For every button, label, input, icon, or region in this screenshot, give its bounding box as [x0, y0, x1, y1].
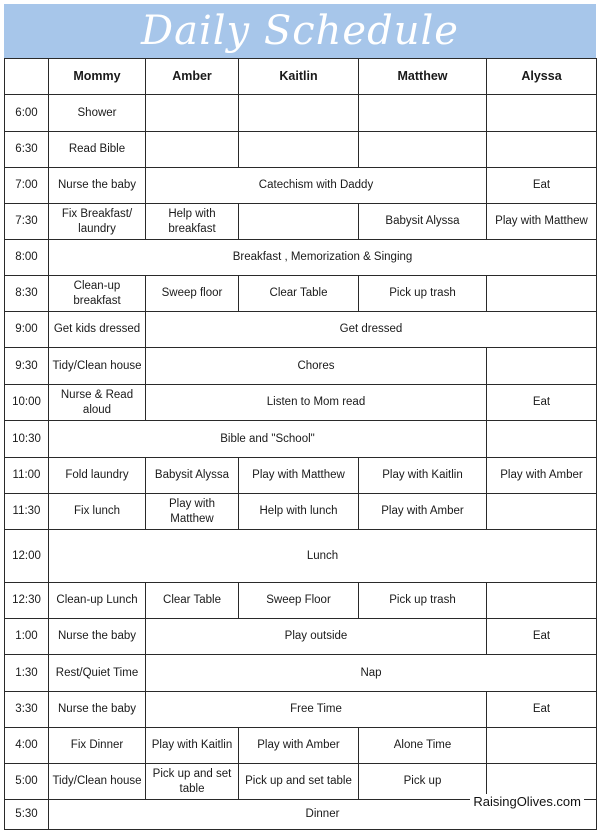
column-header: Mommy — [49, 59, 146, 95]
time-cell: 4:00 — [5, 728, 49, 764]
source-credit: RaisingOlives.com — [470, 794, 584, 809]
activity-cell: Lunch — [49, 530, 597, 583]
activity-cell: Dinner — [49, 800, 597, 830]
activity-cell — [487, 494, 597, 530]
activity-cell: Alone Time — [359, 728, 487, 764]
activity-cell — [487, 132, 597, 168]
activity-cell: Eat — [487, 619, 597, 655]
activity-cell: Play with Kaitlin — [146, 728, 239, 764]
activity-cell: Pick up — [359, 764, 487, 800]
activity-cell: Bible and "School" — [49, 421, 487, 458]
schedule-row — [5, 95, 597, 132]
schedule-row — [5, 348, 597, 385]
activity-cell — [487, 348, 597, 385]
schedule-row — [5, 276, 597, 312]
schedule-table — [4, 58, 597, 830]
schedule-body — [5, 95, 597, 830]
schedule-row — [5, 312, 597, 348]
schedule-row — [5, 132, 597, 168]
activity-cell: Listen to Mom read — [146, 385, 487, 421]
activity-cell: Shower — [49, 95, 146, 132]
column-header: Kaitlin — [239, 59, 359, 95]
time-cell: 10:00 — [5, 385, 49, 421]
schedule-row — [5, 655, 597, 692]
activity-cell: Help with lunch — [239, 494, 359, 530]
activity-cell: Fix Breakfast/ laundry — [49, 204, 146, 240]
schedule-row — [5, 728, 597, 764]
activity-cell — [487, 583, 597, 619]
activity-cell — [487, 95, 597, 132]
title-banner — [4, 4, 596, 58]
time-cell: 7:30 — [5, 204, 49, 240]
activity-cell — [487, 421, 597, 458]
activity-cell: Sweep Floor — [239, 583, 359, 619]
schedule-row — [5, 583, 597, 619]
activity-cell — [487, 728, 597, 764]
page-title: Daily Schedule — [141, 8, 459, 54]
schedule-row — [5, 421, 597, 458]
activity-cell: Play with Matthew — [146, 494, 239, 530]
time-cell: 9:00 — [5, 312, 49, 348]
activity-cell: Chores — [146, 348, 487, 385]
activity-cell: Babysit Alyssa — [146, 458, 239, 494]
corner-header-cell — [5, 59, 49, 95]
time-cell: 12:30 — [5, 583, 49, 619]
schedule-row — [5, 458, 597, 494]
activity-cell: Play with Amber — [359, 494, 487, 530]
activity-cell: Tidy/Clean house — [49, 348, 146, 385]
activity-cell: Tidy/Clean house — [49, 764, 146, 800]
activity-cell: Get kids dressed — [49, 312, 146, 348]
activity-cell: Help with breakfast — [146, 204, 239, 240]
activity-cell: Nurse the baby — [49, 168, 146, 204]
activity-cell: Eat — [487, 168, 597, 204]
activity-cell — [239, 132, 359, 168]
activity-cell — [239, 95, 359, 132]
time-cell: 11:00 — [5, 458, 49, 494]
time-cell: 11:30 — [5, 494, 49, 530]
time-cell: 8:00 — [5, 240, 49, 276]
schedule-row — [5, 692, 597, 728]
time-cell: 6:30 — [5, 132, 49, 168]
schedule-row — [5, 168, 597, 204]
time-cell: 6:00 — [5, 95, 49, 132]
activity-cell — [239, 204, 359, 240]
schedule-row — [5, 494, 597, 530]
time-cell: 7:00 — [5, 168, 49, 204]
activity-cell: Free Time — [146, 692, 487, 728]
activity-cell: Eat — [487, 385, 597, 421]
schedule-row — [5, 385, 597, 421]
activity-cell: Nurse & Read aloud — [49, 385, 146, 421]
activity-cell: Rest/Quiet Time — [49, 655, 146, 692]
time-cell: 1:30 — [5, 655, 49, 692]
activity-cell — [487, 276, 597, 312]
activity-cell: Play with Matthew — [487, 204, 597, 240]
activity-cell: Nurse the baby — [49, 692, 146, 728]
time-cell: 8:30 — [5, 276, 49, 312]
activity-cell: Fix Dinner — [49, 728, 146, 764]
time-cell: 1:00 — [5, 619, 49, 655]
activity-cell: Pick up trash — [359, 583, 487, 619]
time-cell: 12:00 — [5, 530, 49, 583]
activity-cell: Pick up trash — [359, 276, 487, 312]
column-header: Alyssa — [487, 59, 597, 95]
activity-cell: Catechism with Daddy — [146, 168, 487, 204]
schedule-row — [5, 530, 597, 583]
activity-cell: Clean-up Lunch — [49, 583, 146, 619]
activity-cell: Play with Matthew — [239, 458, 359, 494]
header-row — [5, 59, 597, 95]
activity-cell: Play with Kaitlin — [359, 458, 487, 494]
column-header: Amber — [146, 59, 239, 95]
activity-cell: Pick up and set table — [239, 764, 359, 800]
column-header: Matthew — [359, 59, 487, 95]
activity-cell — [359, 132, 487, 168]
activity-cell: Read Bible — [49, 132, 146, 168]
activity-cell: Clear Table — [239, 276, 359, 312]
activity-cell: Fix lunch — [49, 494, 146, 530]
activity-cell: Babysit Alyssa — [359, 204, 487, 240]
activity-cell: Sweep floor — [146, 276, 239, 312]
activity-cell: Play with Amber — [239, 728, 359, 764]
activity-cell: Clean-up breakfast — [49, 276, 146, 312]
activity-cell: Play outside — [146, 619, 487, 655]
activity-cell: Breakfast , Memorization & Singing — [49, 240, 597, 276]
activity-cell: Get dressed — [146, 312, 597, 348]
time-cell: 5:00 — [5, 764, 49, 800]
time-cell: 3:30 — [5, 692, 49, 728]
schedule-row — [5, 619, 597, 655]
activity-cell — [146, 132, 239, 168]
activity-cell: Nurse the baby — [49, 619, 146, 655]
schedule-row — [5, 240, 597, 276]
activity-cell: Nap — [146, 655, 597, 692]
activity-cell: Clear Table — [146, 583, 239, 619]
activity-cell: Play with Amber — [487, 458, 597, 494]
activity-cell: Eat — [487, 692, 597, 728]
activity-cell — [146, 95, 239, 132]
activity-cell: Pick up and set table — [146, 764, 239, 800]
time-cell: 5:30 — [5, 800, 49, 830]
time-cell: 9:30 — [5, 348, 49, 385]
activity-cell — [359, 95, 487, 132]
time-cell: 10:30 — [5, 421, 49, 458]
activity-cell: Fold laundry — [49, 458, 146, 494]
schedule-row — [5, 204, 597, 240]
